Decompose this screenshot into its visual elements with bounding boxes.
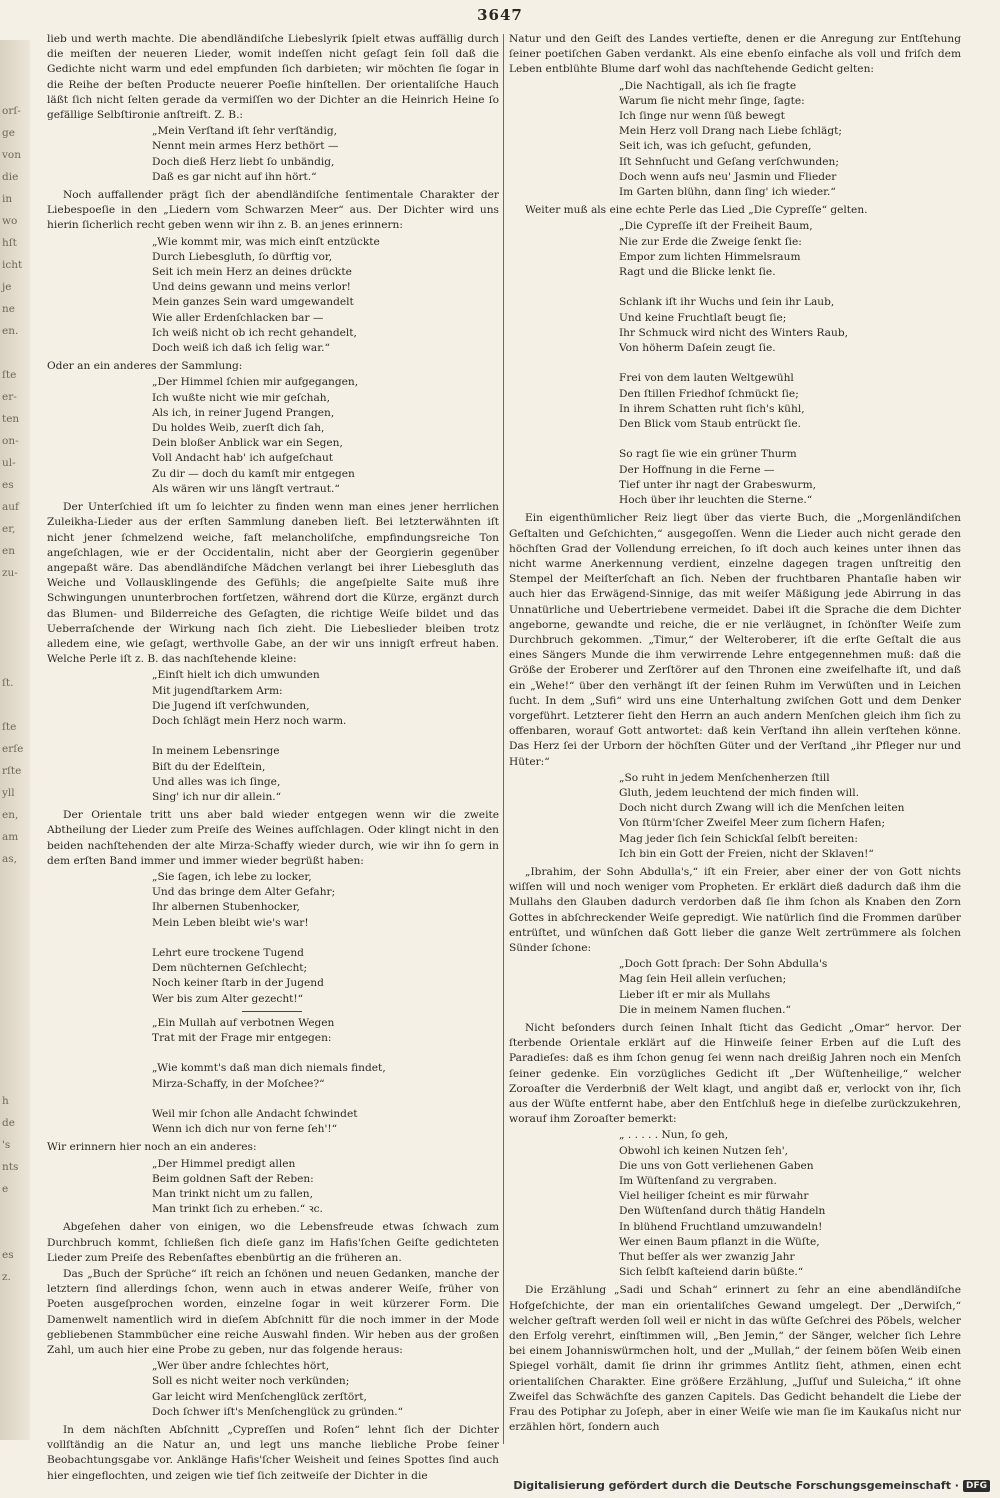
poem-block: „Der Himmel predigt allen Beim goldnen Saft der Reben: Man trinkt nicht um zu fallen, Man trinkt ſich zu erheben.“ ꝛc.	[152, 1157, 323, 1216]
poem-block: „Wie kommt mir, was mich einſt entzückte Durch Liebesgluth, ſo dürftig vor, Seit ich mein Herz an deines drückte Und deins gewann und meins verlor! Mein ganzes Sein ward umgewandelt Wie aller Erdenſchlacken bar — Ich weiß nicht ob ich recht gehandelt, Doch weiß ich daß ich ſelig war.“	[152, 235, 380, 355]
paragraph: lieb und werth machte. Die abendländiſche Liebeslyrik ſpielt etwas auffällig durch die meiſten der neueren Lieder, womit indeſſen nicht geſagt ſein ſoll daß die Gedichte nicht warm und edel empfunden ſich darbieten; wir möchten ſie ſogar in die Reihe der beſten Producte neuerer Poeſie hinſtellen. Der orientaliſche Hauch läßt ſich nicht ſelten gerade da vermiſſen wo der Dichter an die Heinrich Heine ſo gefällige Selbſtironie anſtreift. Z. B.:	[47, 33, 499, 122]
margin-fragment-text: orſ- ge von die in wo hſt icht je ne en. ſte er- ten on- ul- es auf er, en zu- ſt. ſte erſe rſte yll en, am as, h de 's nts e es z.	[2, 105, 24, 1283]
poem-block: „Doch Gott ſprach: Der Sohn Abdulla's Mag ſein Heil allein verſuchen; Lieber iſt er mir als Mullahs Die in meinem Namen fluchen.“	[619, 958, 828, 1016]
poem-block: „Der Himmel ſchien mir aufgegangen, Ich wußte nicht wie mir geſchah, Als ich, in reiner Jugend Prangen, Du holdes Weib, zuerſt dich ſah, Dein bloßer Anblick war ein Segen, Voll Andacht hab' ich aufgeſchaut Zu dir — doch du kamſt mir entgegen Als wären wir uns längſt vertraut.“	[152, 376, 359, 495]
paragraph: Der Orientale tritt uns aber bald wieder entgegen wenn wir die zweite Abtheilung der Lieder zum Preiſe des Weines aufſchlagen. Oder klingt nicht in den beiden nachſtehenden der alte Mirza-Schaffy wieder durch, wie wir ihn ſo gern in dem erſten Band immer und immer wieder begrüßt haben:	[47, 809, 499, 867]
poem-block: „Die Cypreſſe iſt der Freiheit Baum, Nie zur Erde die Zweige ſenkt ſie: Empor zum lichten Himmelsraum Ragt und die Blicke lenkt ſie. Schlank iſt ihr Wuchs und ſein ihr Laub, Und keine Fruchtlaſt beugt ſie; Ihr Schmuck wird nicht des Winters Raub, Von höherm Daſein zeugt ſie. Frei von dem lauten Weltgewühl Den ſtillen Friedhof ſchmückt ſie; In ihrem Schatten ruht ſich's kühl, Den Blick vom Staub entrückt ſie. So ragt ſie wie ein grüner Thurm Der Hoffnung in die Ferne — Tief unter ihr nagt der Grabeswurm, Hoch über ihr leuchten die Sterne.“	[619, 220, 848, 507]
poem-block: „Ein Mullah auf verbotnen Wegen Trat mit der Frage mir entgegen: „Wie kommt's daß man dich niemals findet, Mirza-Schaffy, in der Moſchee?“ Weil mir ſchon alle Andacht ſchwindet Wenn ich dich nur von ferne ſeh'!“	[152, 1016, 386, 1136]
poem-block: „So ruht in jedem Menſchenherzen ſtill Gluth, jedem leuchtend der mich finden will. Doch nicht durch Zwang will ich die Menſchen leiten Von ſtürm'ſcher Zweifel Meer zum ſichern Hafen; Mag jeder ſich ſein Schickſal ſelbſt bereiten: Ich bin ein Gott der Freien, nicht der Sklaven!“	[619, 771, 905, 860]
paragraph: Wir erinnern hier noch an ein anderes:	[47, 1141, 257, 1154]
binding-edge	[0, 40, 30, 1440]
paragraph: Der Unterſchied iſt um ſo leichter zu finden wenn man eines jener herrlichen Zuleikha-Lieder aus der erſten Sammlung daneben lieſt. Bei letzterwähnten iſt nicht jener ſchmelzend weiche, faſt melancholiſche, empfindungsreiche Ton angeſchlagen, wie er der Occidentalin, nicht aber der Georgierin gegenüber angepaßt wäre. Das abendländiſche Mädchen verlangt bei ihrer Liebesgluth das Weiche und Vollausklingende des Gefühls; die angeſpielte Saite muß ihre Schwingungen ununterbrochen fortſetzen, während dort die Kürze, ergänzt durch das Blumen- und Bilderreiche des Geſagten, die richtige Weiſe bildet und das Ueberraſchende der Wirkung nach ſich zieht. Die Liebeslieder bleiben trotz alledem eine, wie geſagt, werthvolle Gabe, an der wir uns innigſt erfreut haben. Welche Perle iſt z. B. das nachſtehende kleine:	[47, 501, 499, 666]
left-column	[47, 32, 499, 1482]
paragraph: Natur und den Geiſt des Landes vertiefte, denen er die Anregung zur Entſtehung ſeiner poetiſchen Gaben verdankt. Als eine ebenſo einfache als voll und friſch dem Leben entblühte Blume darf wohl das nachſtehende Gedicht gelten:	[509, 33, 961, 76]
paragraph: Die Erzählung „Sadi und Schah“ erinnert zu ſehr an eine abendländiſche Hofgeſchichte, der man ein orientaliſches Gewand umgelegt. Der „Derwiſch,“ welcher geſtraft werden ſoll weil er nicht in das wüſte Geſchrei des Pöbels, welcher den Erfolg verehrt, einſtimmen will, „Ben Jemin,“ der Sänger, welcher ſich Lehre bei einem Johanniswürmchen holt, und der „Mullah,“ der ſeinem böſen Weib einen Spiegel vorhält, damit ſie drinn ihr grimmes Antlitz ſieht, athmen, einen echt orientaliſchen Charakter. Eine größere Erzählung, „Juſſuf und Suleicha,“ iſt ohne Zweifel das Schwächſte des ganzen Capitels. Das Gedicht behandelt die Liebe der Frau des Potiphar zu Joſeph, aber in einer Weiſe wie man ſie im Kaukaſus nicht nur erzählen hört, ſondern auch	[509, 1284, 961, 1434]
right-column	[509, 32, 961, 1450]
column-divider	[503, 34, 504, 1444]
paragraph: Abgeſehen daher von einigen, wo die Lebensfreude etwas ſchwach zum Durchbruch kommt, ſchließen ſich dieſe ganz im Hafis'ſchen Geiſte gedichteten Lieder zum Preiſe des Rebenſaftes ebenbürtig an die früheren an.	[47, 1221, 499, 1264]
section-rule	[242, 1011, 302, 1012]
footer-credit	[513, 1479, 990, 1492]
poem-block: „ . . . . . Nun, ſo geh, Obwohl ich keinen Nutzen ſeh', Die uns von Gott verliehenen Gaben Im Wüſtenſand zu vergraben. Viel heiliger ſcheint es mir fürwahr Den Wüſtenſand durch thätig Handeln In blühend Fruchtland umzuwandeln! Wer einen Baum pflanzt in die Wüſte, Thut beſſer als wer zwanzig Jahr Sich ſelbſt kaſteiend darin büßte.“	[619, 1129, 826, 1279]
page-number: 3647	[477, 6, 523, 24]
paragraph: Weiter muß als eine echte Perle das Lied „Die Cypreſſe“ gelten.	[525, 204, 868, 217]
poem-block: „Wer über andre ſchlechtes hört, Soll es nicht weiter noch verkünden; Gar leicht wird Menſchenglück zerſtört, Doch ſchwer iſt's Menſchenglück zu gründen.“	[152, 1360, 404, 1418]
dfg-logo: DFG	[963, 1480, 990, 1492]
poem-block: „Mein Verſtand iſt ſehr verſtändig, Nennt mein armes Herz bethört — Doch dieß Herz liebt ſo unbändig, Daß es gar nicht auf ihn hört.“	[152, 125, 339, 183]
paragraph: In dem nächſten Abſchnitt „Cypreſſen und Roſen“ lehnt ſich der Dichter vollſtändig an die Natur an, und legt uns manche liebliche Probe ſeiner Beobachtungsgabe vor. Anklänge Hafis'ſcher Weisheit und ſeines Spottes ſind auch hier eingeflochten, und zeigen wie tief ſich zeitweiſe der Dichter in die	[47, 1424, 499, 1482]
paragraph: „Ibrahim, der Sohn Abdulla's,“ iſt ein Freier, aber einer der von Gott nichts wiſſen will und noch weniger vom Propheten. Er erklärt dieß dadurch daß ihm die Mullahs den Glauben dadurch verdorben daß ſie ihm ſchon als Knaben den Zorn Gottes in abſchreckender Weiſe gepredigt. Wie natürlich ſind die Frommen darüber entrüſtet, und wünſchen daß Gott lieber die ganze Welt zertrümmere als ſolchen Sünder ſchone:	[509, 865, 961, 954]
paragraph: Ein eigenthümlicher Reiz liegt über das vierte Buch, die „Morgenländiſchen Geſtalten und Geſchichten,“ ausgegoſſen. Wenn die Lieder auch nicht gerade den höchſten Grad der Vollendung erreichen, ſo iſt doch auch keines unter ihnen das nicht warme Anerkennung verdient, einzelne dagegen tragen unſtreitig den Stempel der Meiſterſchaft an ſich. Neben der fruchtbaren Phantaſie haben wir auch hier das Erwägend-Sinnige, das mit weiſer Mäßigung jede Abirrung in das Unnatürliche und Uebertriebene vermeidet. Dabei iſt die Sprache die dem Dichter angeborne, gewandte und reiche, die er nie verläugnet, in ſchönſter Weiſe zum Durchbruch gekommen. „Timur,“ der Welteroberer, iſt die erſte Geſtalt die aus eines Sängers Munde die ihm verwirrende Lehre entgegennehmen muß: daß die Größe der Eroberer und Zerſtörer auf den Thronen eine zweifelhafte iſt, und daß ein „Wehe!“ über den verhängt iſt der ſeinen Ruhm im Verwüſten und in Leichen ſucht. In dem „Sufi“ wird uns eine Unterhaltung zwiſchen Gott und dem Denker vorgeführt. Letzterer ſieht den Herrn an auch andern Menſchen gleich ihm ſich zu offenbaren, worauf Gott antwortet: daß kein Verſtand ihn allein verſtehen könne. Das Herz ſei der Urborn der höchſten Güter und der Verſtand „ihr Pfleger nur und Hüter:“	[509, 512, 961, 768]
paragraph: Das „Buch der Sprüche“ iſt reich an ſchönen und neuen Gedanken, manche der letztern ſind allerdings ſchon, wenn auch in etwas anderer Weiſe, früher von Poeten ausgeſprochen worden, einzelne ſogar in weit kürzerer Form. Die Damenwelt namentlich wird in dieſem Abſchnitt für die noch immer in der Mode gebliebenen Stammbücher eine reiche Auswahl finden. Wir heben aus der großen Zahl, um auch hier eine Probe zu geben, nur das folgende heraus:	[47, 1268, 499, 1357]
poem-block: „Sie ſagen, ich lebe zu locker, Und das bringe dem Alter Gefahr; Ihr albernen Stubenhocker, Mein Leben bleibt wie's war! Lehrt eure trockene Tugend Dem nüchternen Geſchlecht; Noch keiner ſtarb in der Jugend Wer bis zum Alter gezecht!“	[152, 870, 336, 1005]
paragraph: Oder an ein anderes der Sammlung:	[47, 360, 243, 373]
footer-text: Digitalisierung gefördert durch die Deutsche Forschungsgemeinschaft ·	[513, 1479, 959, 1492]
paragraph: Nicht beſonders durch ſeinen Inhalt ſticht das Gedicht „Omar“ hervor. Der ſterbende Orientale erklärt auf die Hinweiſe ſeiner Erben auf die Luſt des Paradieſes: daß es ihm ſchon genug ſei wenn nach dreißig Jahren noch ein Menſch ſeiner gedenke. Ein vorzügliches Gedicht iſt „Der Wüſtenheilige,“ welcher Zoroaſter die Verderbniß der Welt klagt, und angibt daß er, verlockt von ihr, ſich aus der Wüſte entfernt habe, aber den Entſchluß hege in dieſelbe zurückzukehren, worauf ihm Zoroaſter bemerkt:	[509, 1022, 961, 1126]
poem-block: „Einſt hielt ich dich umwunden Mit jugendſtarkem Arm: Die Jugend iſt verſchwunden, Doch ſchlägt mein Herz noch warm. In meinem Lebensringe Biſt du der Edelſtein, Und alles was ich ſinge, Sing' ich nur dir allein.“	[152, 669, 347, 803]
paragraph: Noch auffallender prägt ſich der abendländiſche ſentimentale Charakter der Liebespoeſie in den „Liedern vom Schwarzen Meer“ aus. Der Dichter wird uns hierin ſicherlich recht geben wenn wir ihn z. B. an jenes erinnern:	[47, 189, 499, 232]
poem-block: „Die Nachtigall, als ich ſie fragte Warum ſie nicht mehr ſinge, ſagte: Ich ſinge nur wenn ſüß bewegt Mein Herz voll Drang nach Liebe ſchlägt; Seit ich, was ich geſucht, gefunden, Iſt Sehnſucht und Geſang verſchwunden; Doch wenn aufs neu' Jasmin und Flieder Im Garten blühn, dann ſing' ich wieder.“	[619, 79, 842, 199]
